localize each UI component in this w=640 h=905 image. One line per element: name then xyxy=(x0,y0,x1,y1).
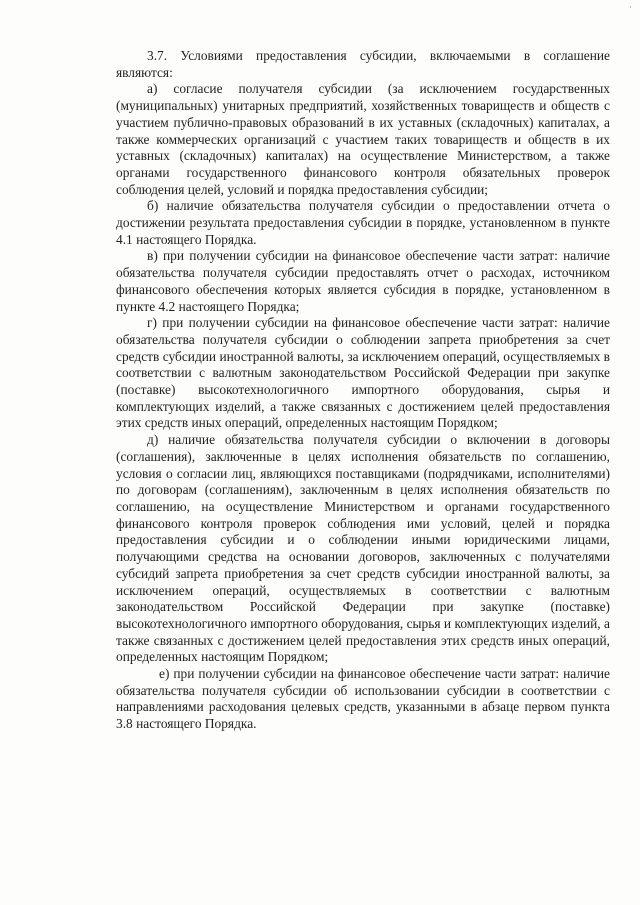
condition-a: а) согласие получателя субсидии (за исключением государственных (муниципальных) унитарных предприятий, хозяйственных товариществ и обществ с участием публично-правовых образований в их уставных (складочных) капиталах, а также коммерческих организаций с участием таких товариществ и обществ в их уставных (складочных) капиталах) на осуществление Министерством, а также органами государственного финансового контроля обязательных проверок соблюдения целей, условий и порядка предоставления субсидии; xyxy=(116,81,610,197)
condition-v: в) при получении субсидии на финансовое обеспечение части затрат: наличие обязательства получателя субсидии предоставлять отчет о расходах, источником финансового обеспечения которых является субсидия в порядке, установленном в пункте 4.2 настоящего Порядка; xyxy=(116,248,610,314)
document-body xyxy=(116,48,610,733)
condition-g: г) при получении субсидии на финансовое обеспечение части затрат: наличие обязательства получателя субсидии о соблюдении запрета приобретения за счет средств субсидии иностранной валюты, за исключением операций, осуществляемых в соответствии с валютным законодательством Российской Федерации при закупке (поставке) высокотехнологичного импортного оборудования, сырья и комплектующих изделий, а также связанных с достижением целей предоставления этих средств иных операций, определенных настоящим Порядком; xyxy=(116,315,610,431)
condition-e: е) при получении субсидии на финансовое обеспечение части затрат: наличие обязательства получателя субсидии об использовании субсидии в соответствии с направлениями расходования целевых средств, указанными в абзаце первом пункта 3.8 настоящего Порядка. xyxy=(116,666,610,732)
section-3-7-heading: 3.7. Условиями предоставления субсидии, включаемыми в соглашение являются: xyxy=(116,48,610,80)
condition-b: б) наличие обязательства получателя субсидии о предоставлении отчета о достижении результата предоставления субсидии в порядке, установленном в пункте 4.1 настоящего Порядка. xyxy=(116,198,610,247)
page-corner-mark: · xyxy=(629,2,632,12)
condition-d: д) наличие обязательства получателя субсидии о включении в договоры (соглашения), заключенные в целях исполнения обязательств по соглашению, условия о согласии лиц, являющихся поставщиками (подрядчиками, исполнителями) по договорам (соглашениям), заключенным в целях исполнения обязательств по соглашению, на осуществление Министерством и органами государственного финансового контроля проверок соблюдения ими условий, целей и порядка предоставления субсидии и о соблюдении иными юридическими лицами, получающими средства на основании договоров, заключенных с получателями субсидий запрета приобретения за счет средств субсидии иностранной валюты, за исключением операций, осуществляемых в соответствии с валютным законодательством Российской Федерации при закупке (поставке) высокотехнологичного импортного оборудования, сырья и комплектующих изделий, а также связанных с достижением целей предоставления этих средств иных операций, определенных настоящим Порядком; xyxy=(116,432,610,665)
